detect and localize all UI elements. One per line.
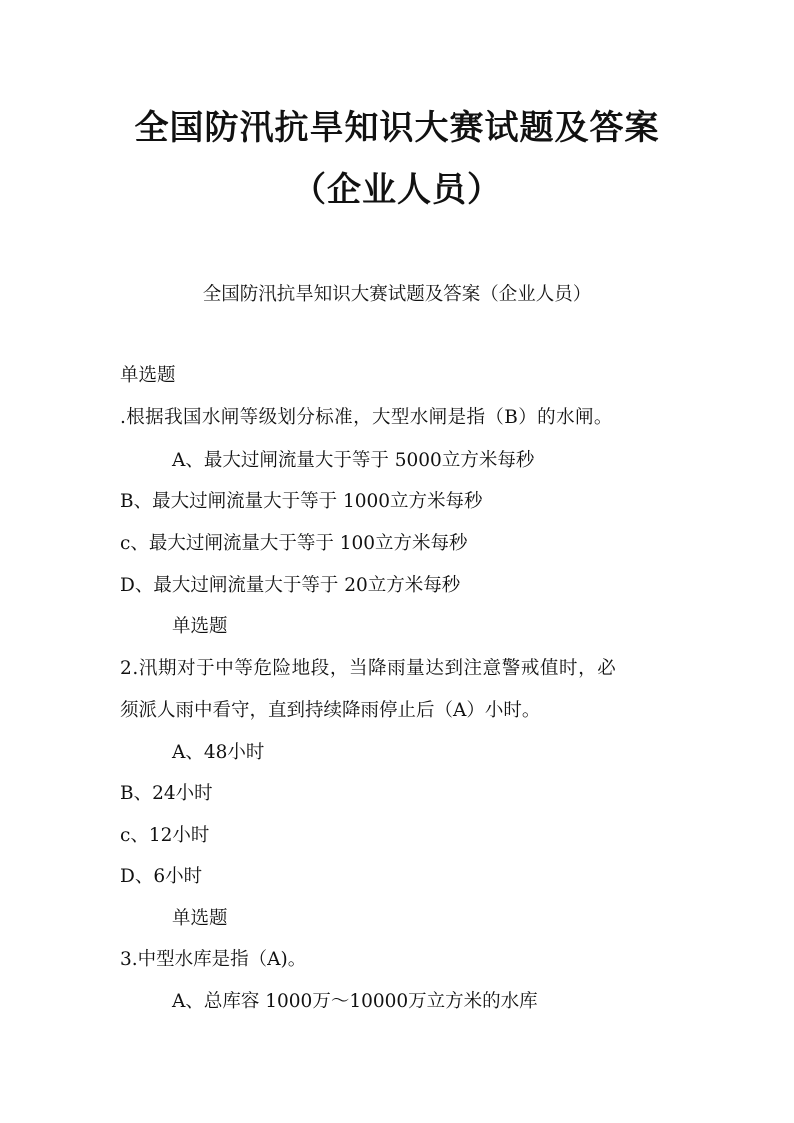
answer-option: A、总库容 1000万～10000万立方米的水库 — [172, 991, 538, 1012]
answer-option: c、12小时 — [120, 825, 210, 846]
document-title: 全国防汛抗旱知识大赛试题及答案 — [134, 108, 660, 148]
answer-option: D、最大过闸流量大于等于 20立方米每秒 — [120, 575, 461, 596]
answer-option: A、最大过闸流量大于等于 5000立方米每秒 — [172, 450, 535, 471]
answer-option: B、最大过闸流量大于等于 1000立方米每秒 — [120, 491, 483, 512]
document-title-subline: （企业人员） — [292, 170, 502, 210]
section-label: 单选题 — [120, 365, 176, 386]
answer-option: c、最大过闸流量大于等于 100立方米每秒 — [120, 533, 468, 554]
question-stem: .根据我国水闸等级划分标准，大型水闸是指（B）的水闸。 — [120, 407, 613, 428]
section-label: 单选题 — [172, 908, 228, 929]
question-stem-continued: 须派人雨中看守，直到持续降雨停止后（A）小时。 — [120, 700, 541, 721]
document-subtitle: 全国防汛抗旱知识大赛试题及答案（企业人员） — [202, 284, 592, 305]
answer-option: B、24小时 — [120, 783, 213, 804]
answer-option: D、6小时 — [120, 866, 203, 887]
section-label: 单选题 — [172, 616, 228, 637]
question-stem: 2.汛期对于中等危险地段，当降雨量达到注意警戒值时，必 — [120, 658, 617, 679]
answer-option: A、48小时 — [172, 742, 265, 763]
question-stem: 3.中型水库是指（A)。 — [120, 949, 307, 970]
